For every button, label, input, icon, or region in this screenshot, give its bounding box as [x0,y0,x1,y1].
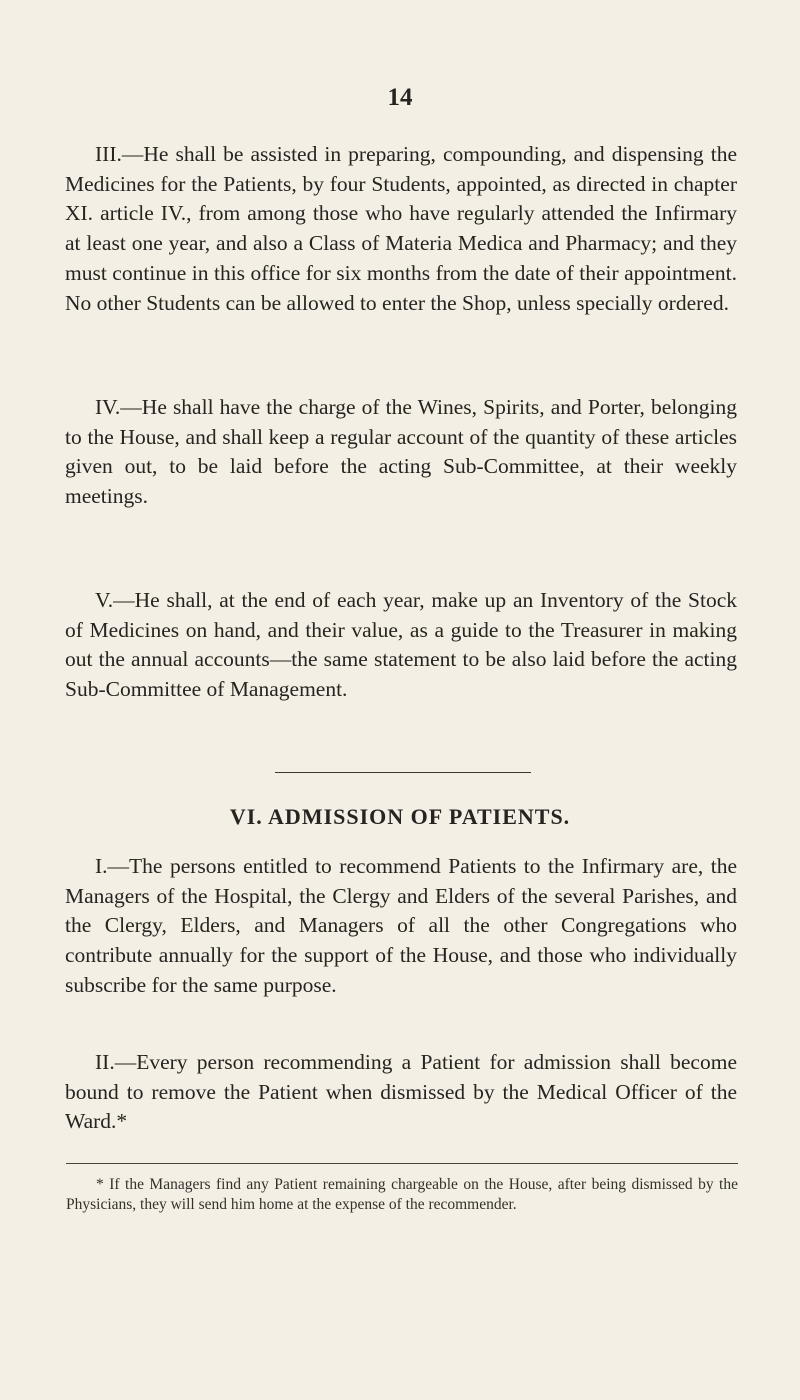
page-number: 14 [387,84,413,111]
section-heading: VI. ADMISSION OF PATIENTS. [229,804,571,829]
section-divider [275,772,531,773]
paragraph-ii-removal: II.—Every person recommending a Patient for admission shall become bound to remove the Patient when dismissed by the Medical Officer of the Ward.* [65,1050,737,1134]
footnote: * If the Managers find any Patient remaining chargeable on the House, after being dismissed by the Physicians, they will send him home at the expense of the recommender. [66,1176,738,1213]
paragraph-v-inventory: V.—He shall, at the end of each year, make up an Inventory of the Stock of Medicines on hand, and their value, as a guide to the Treasurer in making out the annual accounts—the same statement to be also laid before the acting Sub-Committee of Management. [65,588,737,702]
footnote-divider [66,1163,738,1164]
paragraph-iv-wines: IV.—He shall have the charge of the Wines, Spirits, and Porter, belonging to the House, and shall keep a regular account of the quantity of these articles given out, to be laid before the acting Sub-Committee, at their weekly meetings. [65,395,737,509]
paragraph-iii-dispensing: III.—He shall be assisted in preparing, compounding, and dispensing the Medicines for the Patients, by four Students, appointed, as directed in chapter XI. article IV., from among those who have regularly attended the Infirmary at least one year, and also a Class of Materia Medica and Pharmacy; and they must continue in this office for six months from the date of their appointment. No other Students can be allowed to enter the Shop, unless specially ordered. [65,142,737,315]
paragraph-i-recommend: I.—The persons entitled to recommend Patients to the Infirmary are, the Managers of the Hospital, the Clergy and Elders of the several Parishes, and the Clergy, Elders, and Managers of all the other Congregations who contribute annually for the support of the House, and those who individually subscribe for the same purpose. [65,854,737,997]
